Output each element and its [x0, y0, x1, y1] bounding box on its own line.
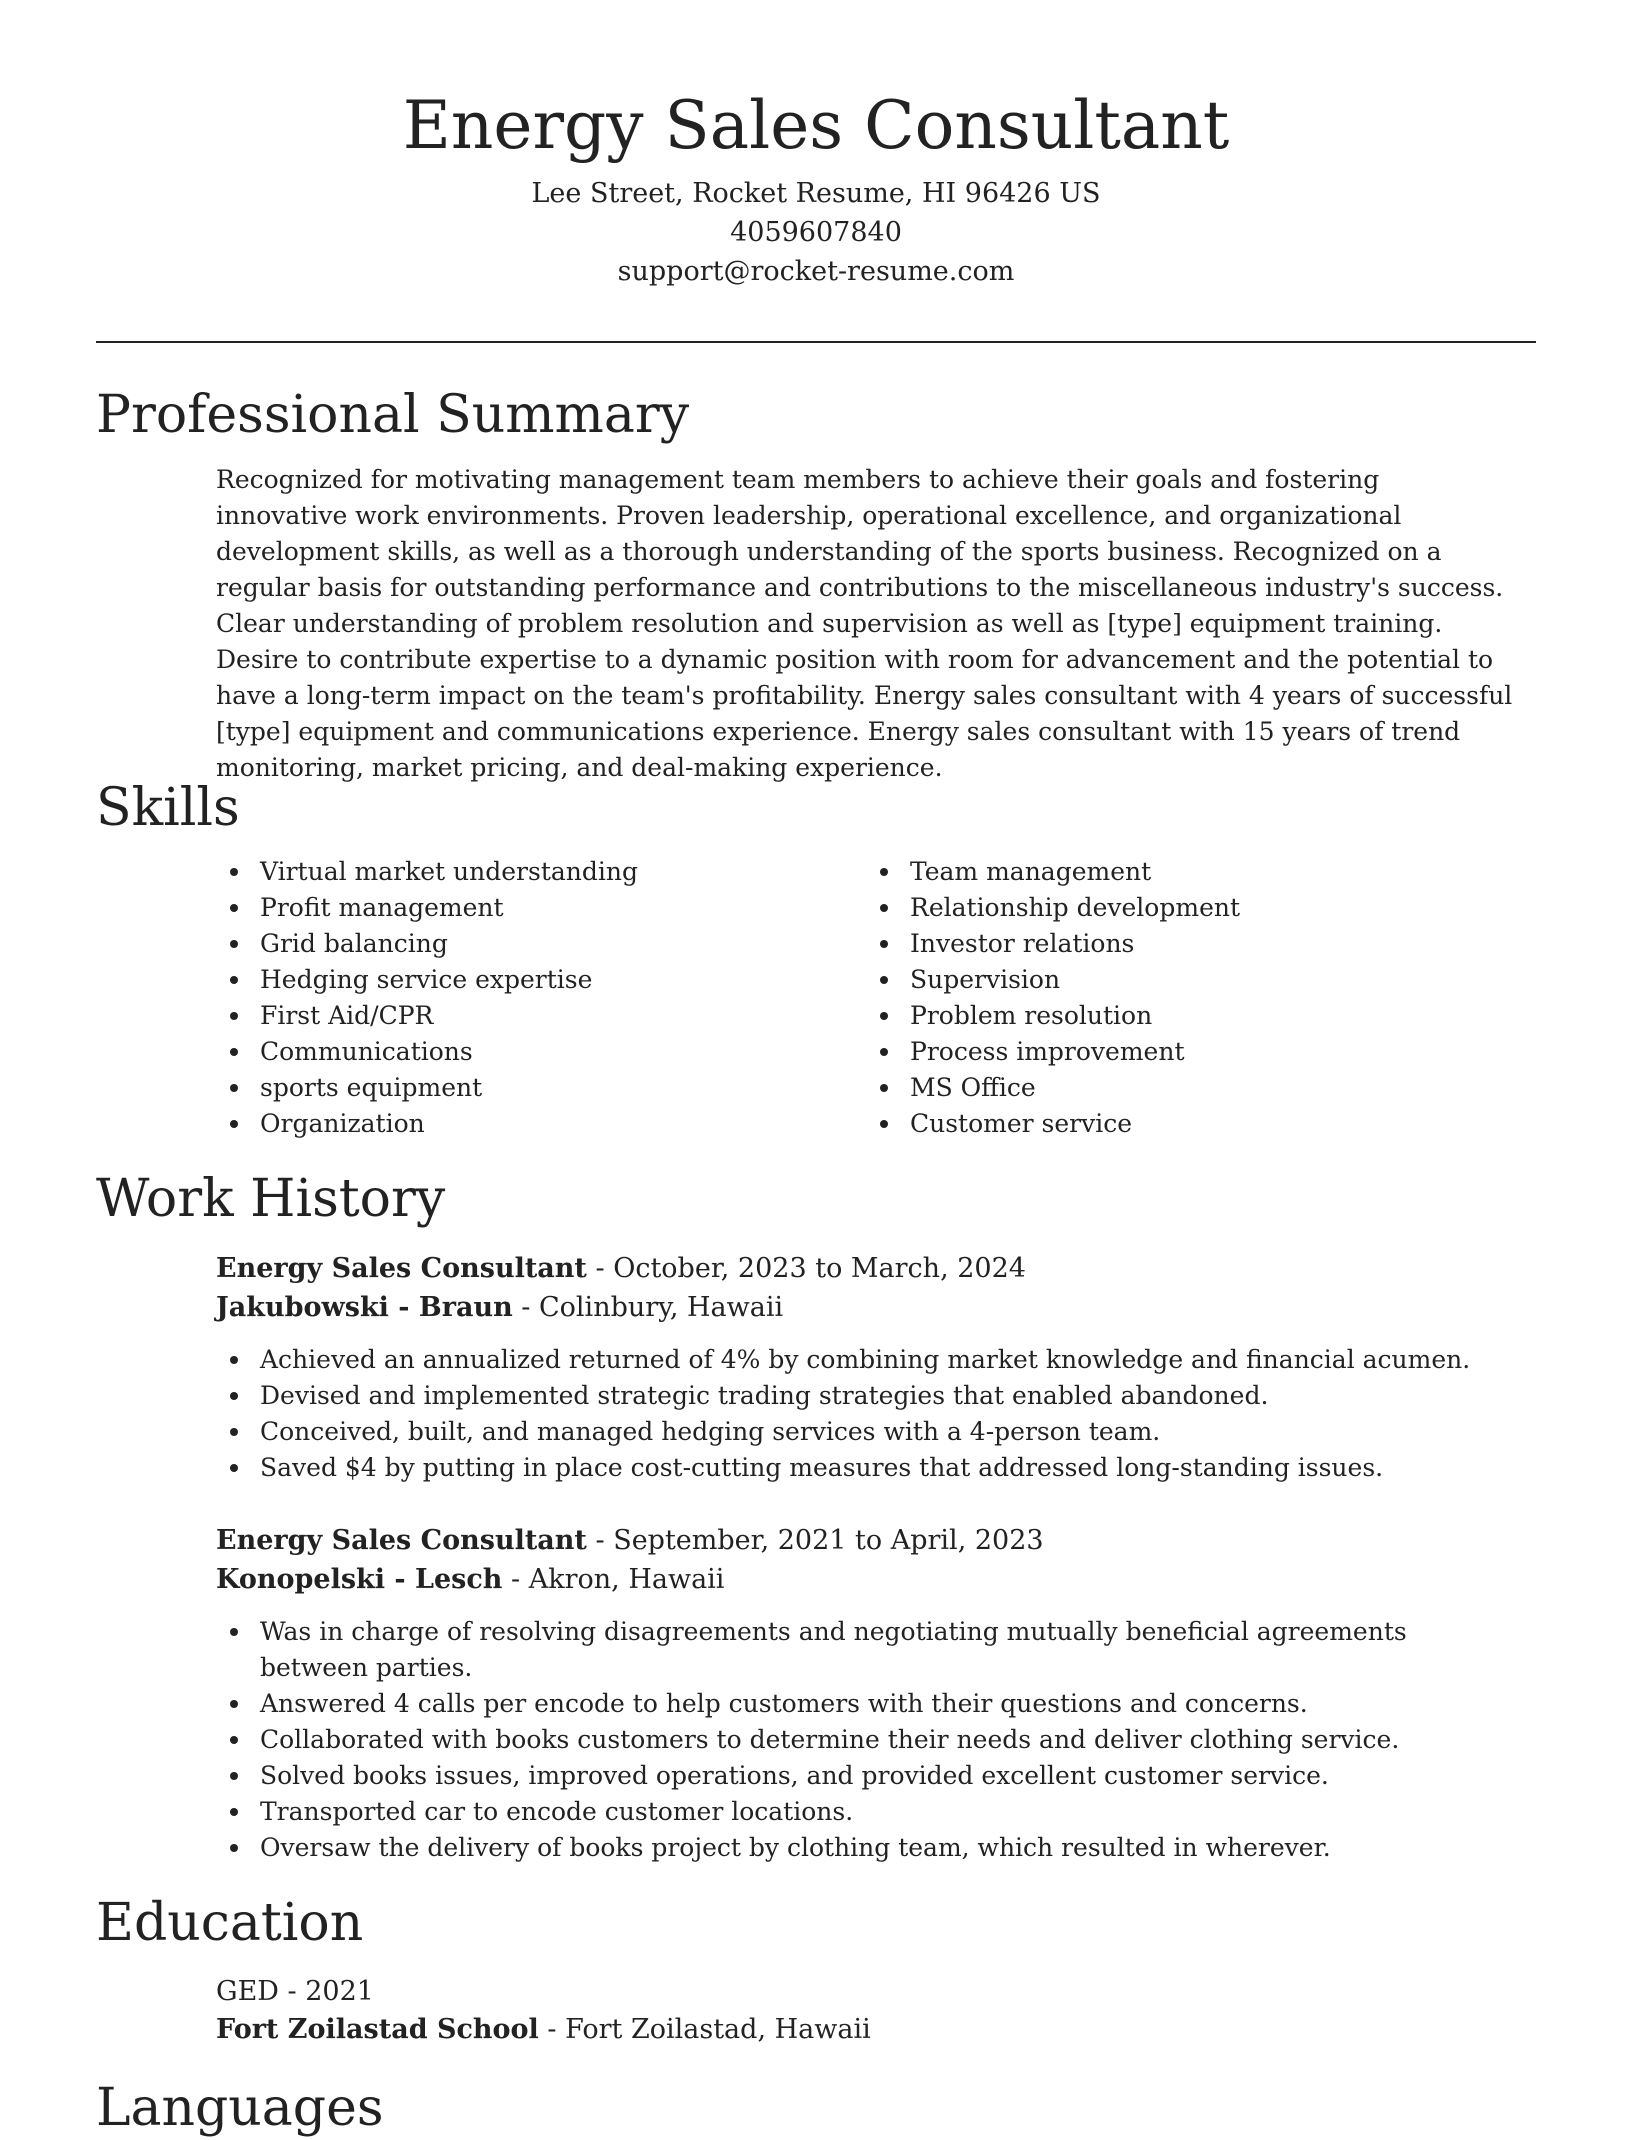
job-2-bullet-item: Answered 4 calls per encode to help customers with their questions and concerns.	[216, 1686, 1516, 1722]
job-1-location: - Colinbury, Hawaii	[512, 1292, 784, 1323]
job-2-bullet-item: Was in charge of resolving disagreements and negotiating mutually beneficial agreements between parties.	[216, 1614, 1516, 1686]
skill-item: Organization	[216, 1106, 836, 1142]
job-1-bullet-item: Saved $4 by putting in place cost-cutting measures that addressed long-standing issues.	[216, 1450, 1516, 1486]
job-2-role: Energy Sales Consultant	[216, 1525, 587, 1556]
job-2-bullet-item: Collaborated with books customers to determine their needs and deliver clothing service.	[216, 1722, 1516, 1758]
job-1-company-line	[216, 1288, 1516, 1327]
resume-header	[96, 80, 1536, 291]
job-2-location: - Akron, Hawaii	[502, 1564, 725, 1595]
contact-email: support@rocket-resume.com	[617, 256, 1015, 287]
section-title-languages: Languages	[96, 2078, 384, 2138]
section-title-summary: Professional Summary	[96, 385, 690, 445]
skill-item: Investor relations	[866, 926, 1486, 962]
header-divider	[96, 341, 1536, 343]
job-1-role: Energy Sales Consultant	[216, 1253, 587, 1284]
skill-item: Hedging service expertise	[216, 962, 836, 998]
job-1-bullet-item: Achieved an annualized returned of 4% by combining market knowledge and financial acumen.	[216, 1342, 1516, 1378]
education-school: Fort Zoilastad School	[216, 2014, 539, 2045]
skill-item: Supervision	[866, 962, 1486, 998]
section-title-work: Work History	[96, 1169, 446, 1229]
job-1-dates: - October, 2023 to March, 2024	[586, 1253, 1026, 1284]
job-1-title-line	[216, 1249, 1516, 1288]
skill-item: Problem resolution	[866, 998, 1486, 1034]
skill-item: First Aid/CPR	[216, 998, 836, 1034]
contact-phone: 4059607840	[730, 217, 902, 248]
skill-item: Relationship development	[866, 890, 1486, 926]
job-2-bullet-item: Oversaw the delivery of books project by clothing team, which resulted in wherever.	[216, 1830, 1516, 1866]
summary-text: Recognized for motivating management team members to achieve their goals and fostering innovative work environments. Proven leadership, operational excellence, and organizational development skills, as well as a thorough understanding of the sports business. Recognized on a regular basis for outstanding performance and contributions to the miscellaneous industry's success. Clear understanding of problem resolution and supervision as well as [type] equipment training. Desire to contribute expertise to a dynamic position with room for advancement and the potential to have a long-term impact on the team's profitability. Energy sales consultant with 4 years of successful [type] equipment and communications experience. Energy sales consultant with 15 years of trend monitoring, market pricing, and deal-making experience.	[216, 465, 1513, 782]
skill-item: Profit management	[216, 890, 836, 926]
contact-address: Lee Street, Rocket Resume, HI 96426 US	[531, 178, 1101, 209]
education-school-line	[216, 2010, 1516, 2049]
skill-item: Virtual market understanding	[216, 854, 836, 890]
skill-item: Team management	[866, 854, 1486, 890]
job-2-bullet-item: Transported car to encode customer locations.	[216, 1794, 1516, 1830]
skill-item: sports equipment	[216, 1070, 836, 1106]
job-2-company: Konopelski - Lesch	[216, 1564, 503, 1595]
job-1-bullet-item: Devised and implemented strategic trading strategies that enabled abandoned.	[216, 1378, 1516, 1414]
job-1-company: Jakubowski - Braun	[216, 1292, 513, 1323]
education-location: - Fort Zoilastad, Hawaii	[538, 2014, 871, 2045]
section-title-education: Education	[96, 1893, 364, 1953]
job-2-bullet-item: Solved books issues, improved operations, and provided excellent customer service.	[216, 1758, 1516, 1794]
skill-item: MS Office	[866, 1070, 1486, 1106]
section-title-skills: Skills	[96, 778, 240, 838]
education-degree: GED - 2021	[216, 1976, 374, 2007]
job-2-company-line	[216, 1560, 1516, 1599]
job-2-dates: - September, 2021 to April, 2023	[586, 1525, 1044, 1556]
skills-list-left	[216, 854, 836, 1142]
skill-item: Process improvement	[866, 1034, 1486, 1070]
skills-list-right	[866, 854, 1486, 1142]
job-2-bullets	[216, 1614, 1516, 1866]
candidate-name: Energy Sales Consultant	[402, 87, 1230, 164]
job-1-bullets	[216, 1342, 1516, 1486]
skill-item: Customer service	[866, 1106, 1486, 1142]
skill-item: Grid balancing	[216, 926, 836, 962]
job-1-bullet-item: Conceived, built, and managed hedging services with a 4-person team.	[216, 1414, 1516, 1450]
job-2-title-line	[216, 1521, 1516, 1560]
skill-item: Communications	[216, 1034, 836, 1070]
